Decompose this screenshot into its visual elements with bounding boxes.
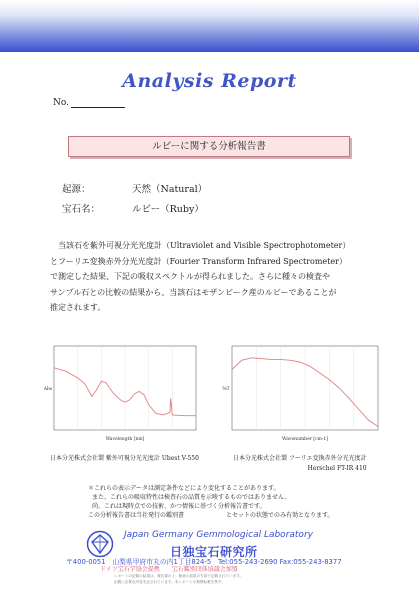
note-line: 尚、これは現時点での技術、かつ情報に基づく分析報告書です。 — [92, 503, 266, 510]
field-gem-name-value: ルビー（Ruby） — [132, 204, 204, 215]
report-number — [53, 98, 125, 108]
body-line: 推定されます。 — [50, 303, 106, 312]
header-band — [0, 0, 419, 52]
ft-ir-caption — [233, 453, 367, 472]
analysis-description — [50, 238, 380, 316]
lab-name-japanese: 日独宝石研究所 — [170, 545, 258, 559]
field-origin-value: 天然（Natural） — [132, 184, 208, 195]
note-line: ＊これらの表示データは測定条件などにより変化することがあります。 — [88, 485, 280, 492]
uv-vis-ylabel: Abs — [43, 387, 53, 392]
uv-vis-xlabel: Wavelength [nm] — [105, 437, 145, 442]
note-line: この分析報告書は当社発行の鑑別書 とセットの状態でのみ有効となります。 — [88, 512, 334, 519]
lab-name-english: Japan Germany Gemmological Laboratory — [124, 530, 313, 540]
field-origin-label: 起源： — [62, 184, 91, 195]
report-number-line — [71, 107, 125, 108]
ft-ir-spectrum-chart — [218, 340, 383, 444]
lab-logo-icon — [86, 530, 114, 558]
note-line: また、これらの吸収特性は検査石の品質を示唆するものではありません。 — [92, 494, 291, 501]
field-gem-name-label: 宝石名： — [62, 204, 101, 215]
lab-affiliation: ドイツ宝石学協会提携 宝石鑑別団体協議会加盟 — [100, 566, 238, 573]
fine-print-line: 記載に必要な内容を記されています。本レポートの無断転載を禁ず。 — [114, 579, 225, 584]
ft-ir-caption-line2: Herschel FT-IR 410 — [307, 465, 367, 472]
uv-vis-spectrum-chart — [40, 340, 200, 444]
ft-ir-caption-line1: 日本分光株式会社製 フーリエ変換赤外分光光度計 — [233, 455, 367, 462]
report-number-label: No. — [53, 98, 69, 108]
ft-ir-xlabel: Wavenumber [cm-1] — [282, 437, 328, 442]
uv-vis-caption: 日本分光株式会社製 紫外可視分光光度計 Ubest V-550 — [50, 455, 199, 462]
body-line: とフーリエ変換赤外分光光度計（Fourier Transform Infrared Spectrometer） — [50, 256, 347, 266]
lab-address: 〒400-0051 山梨県甲府市丸の内1丁目824-5 Tel:055-243-2690 Fax:055-243-8377 — [66, 558, 342, 566]
report-subject-banner: ルビーに関する分析報告書 — [68, 136, 350, 157]
body-line: で測定した結果、下記の吸収スペクトルが得られました。さらに種々の検査や — [50, 272, 330, 281]
ft-ir-ylabel: %T — [222, 387, 230, 392]
uv-vis-spectrum-svg — [40, 340, 200, 444]
body-line: 当該石を紫外可視分光光度計（Ultraviolet and Visible Spectrophotometer） — [58, 241, 351, 250]
page-title: Analysis Report — [122, 70, 297, 92]
ft-ir-spectrum-svg — [218, 340, 383, 444]
fine-print — [114, 574, 243, 585]
disclaimer-notes — [88, 484, 334, 520]
body-line: サンプル石との比較の結果から、当該石はモザンビーク産のルビーであることが — [50, 287, 337, 297]
fine-print-line: レポートの記載の結果は、報告書の上、検査の結果の写真で記載されています。 — [114, 574, 244, 578]
